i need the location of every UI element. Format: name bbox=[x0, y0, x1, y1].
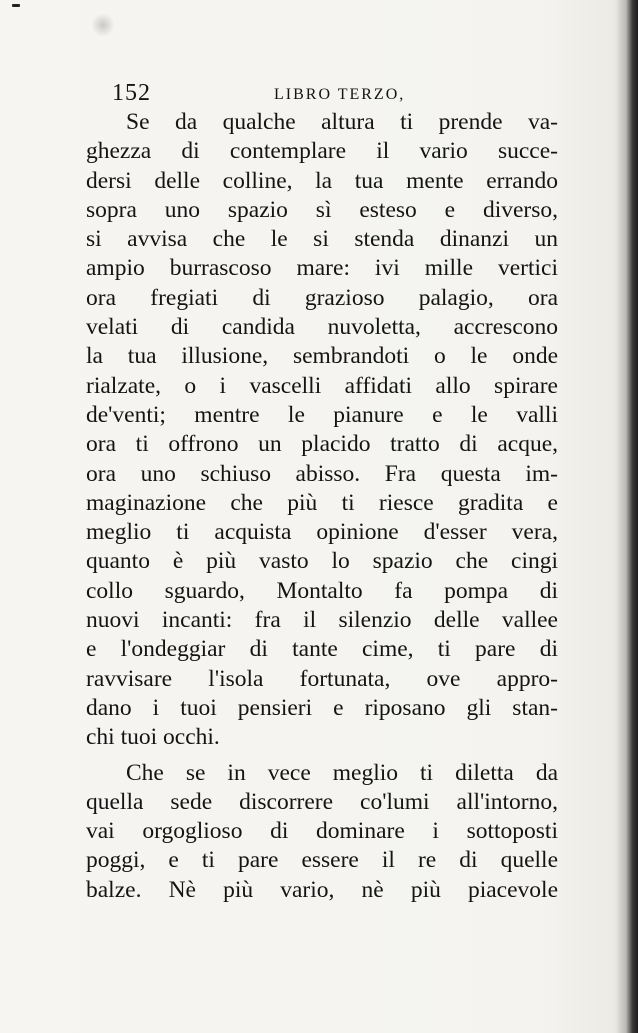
text-line: de'venti; mentre le pianure e le valli bbox=[86, 401, 558, 428]
text-line: e l'ondeggiar di tante cime, ti pare di bbox=[86, 636, 558, 663]
text-line: ora uno schiuso abisso. Fra questa im- bbox=[86, 460, 558, 487]
text-line: ora ti offrono un placido tratto di acque, bbox=[86, 431, 558, 458]
text-line: Che se in vece meglio ti diletta da bbox=[126, 759, 558, 786]
text-line: nuovi incanti: fra il silenzio delle vallee bbox=[86, 607, 558, 634]
text-line: ravvisare l'isola fortunata, ove appro- bbox=[86, 665, 558, 692]
text-line: quella sede discorrere co'lumi all'intorno, bbox=[86, 788, 558, 815]
text-line: maginazione che più ti riesce gradita e bbox=[86, 489, 558, 516]
text-line: ora fregiati di grazioso palagio, ora bbox=[86, 284, 558, 311]
page-header bbox=[112, 80, 552, 110]
text-line: vai orgoglioso di dominare i sottoposti bbox=[86, 818, 558, 845]
text-line: poggi, e ti pare essere il re di quelle bbox=[86, 847, 558, 874]
text-line: la tua illusione, sembrandoti o le onde bbox=[86, 343, 558, 370]
text-line: Se da qualche altura ti prende va- bbox=[126, 109, 558, 135]
text-line: sopra uno spazio sì esteso e diverso, bbox=[86, 196, 558, 223]
text-line: balze. Nè più vario, nè più piacevole bbox=[86, 876, 558, 903]
running-head: LIBRO TERZO, bbox=[274, 86, 406, 103]
text-line: collo sguardo, Montalto fa pompa di bbox=[86, 577, 558, 604]
text-line: velati di candida nuvoletta, accrescono bbox=[86, 314, 558, 341]
text-line: dano i tuoi pensieri e riposano gli stan- bbox=[86, 694, 558, 721]
page-number: 152 bbox=[112, 80, 151, 106]
text-line: ghezza di contemplare il vario succe- bbox=[86, 138, 558, 165]
text-line: meglio ti acquista opinione d'esser vera, bbox=[86, 519, 558, 546]
text-line: dersi delle colline, la tua mente errando bbox=[86, 167, 558, 194]
ink-mark bbox=[12, 4, 20, 7]
text-line: chi tuoi occhi. bbox=[86, 724, 220, 751]
paper-stain bbox=[92, 12, 114, 38]
text-line: si avvisa che le si stenda dinanzi un bbox=[86, 226, 558, 253]
text-line: ampio burrascoso mare: ivi mille vertici bbox=[86, 255, 558, 282]
text-line: rialzate, o i vascelli affidati allo spirare bbox=[86, 372, 558, 399]
text-line: quanto è più vasto lo spazio che cingi bbox=[86, 548, 558, 575]
body-text bbox=[86, 108, 558, 905]
page-edge-shadow bbox=[616, 0, 638, 1033]
